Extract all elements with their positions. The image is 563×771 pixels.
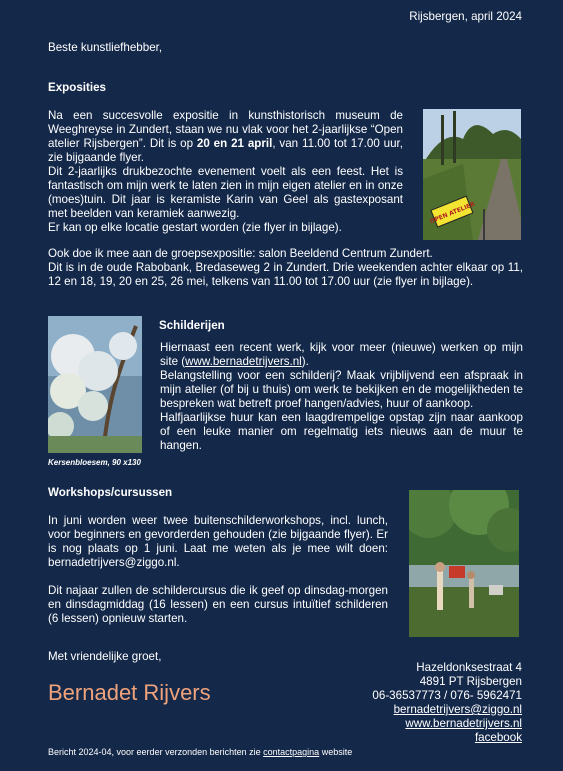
kersenbloesem-painting (48, 316, 142, 453)
schilderijen-paragraph-3: Halfjaarlijkse huur kan een laagdrempelige opstap zijn naar aankoop of een leuke manier om regelmatig iets nieuws aan de muur te hangen. (160, 411, 523, 452)
workshops-paragraph-2: Dit najaar zullen de schildercursus die ik geef op dinsdag-morgen en dinsdagmiddag (16 lessen) en een cursus intuïtief schilderen (6 lessen) opnieuw starten. (48, 584, 388, 625)
schilderijen-paragraph-1 (160, 341, 523, 369)
exposities-p1-tail: , van 11.00 tot 17.00 uur, zie bijgaande flyer. (48, 137, 404, 164)
section-heading-schilderijen: Schilderijen (159, 319, 225, 332)
open-atelier-sign-image (423, 109, 521, 240)
schilderijen-paragraph-2: Belangstelling voor een schilderij? Maak vrijblijvend een afspraak in mijn atelier (of bij u thuis) om werk te bekijken en de mogelijkheden te bespreken wat betreft proef hangen/advies, huur of aankoop. (160, 369, 523, 410)
contact-address-street: Hazeldonksestraat 4 (416, 661, 522, 674)
exposities-text (48, 109, 403, 235)
place-date: Rijsbergen, april 2024 (409, 10, 522, 23)
contact-website-link[interactable]: www.bernadetrijvers.nl (405, 717, 522, 730)
closing-greeting: Met vriendelijke groet, (48, 650, 162, 663)
exposities-dates: 20 en 21 april (196, 137, 273, 150)
exposities-paragraph-5: Dit is in de oude Rabobank, Bredaseweg 2 in Zundert. Drie weekenden achter elkaar op 11, 12 en 18, 19, 20 en 25, 26 mei, telkens van 11.00 tot 17.00 uur (zie flyer in bijlage). (48, 261, 523, 288)
contact-phone: 06-36537773 / 076- 5962471 (372, 689, 522, 702)
workshops-paragraph-1: In juni worden weer twee buitenschilderworkshops, incl. lunch, voor beginners en gevorderden gehouden (zie bijgaande flyer). Er is nog plaats op 1 juni. Laat me weten als je mee wilt doen: bernadetrijvers@ziggo.nl. (48, 514, 388, 569)
contact-address-city: 4891 PT Rijsbergen (419, 675, 522, 688)
footer-text: Bericht 2024-04, voor eerder verzonden berichten zie (48, 747, 264, 757)
exposities-paragraph-3: Er kan op elke locatie gestart worden (zie flyer in bijlage). (48, 221, 342, 234)
outdoor-workshop-image (409, 490, 519, 637)
footer-contactpagina-link[interactable]: contactpagina (263, 747, 320, 757)
schilderijen-p1-tail: ). (301, 355, 309, 368)
signature: Bernadet Rijvers (48, 680, 211, 705)
exposities-p1-text: Na een succesvolle expositie in kunsthistorisch museum de Weeghreyse in Zundert, staan we nu vlak voor het 2-jaarlijkse “Open atelier Rijsbergen”. Dit is op (48, 109, 403, 150)
exposities-paragraph-1 (48, 109, 403, 165)
schilderijen-text (160, 341, 523, 453)
contact-email-link[interactable]: bernadetrijvers@ziggo.nl (393, 703, 522, 716)
flyer-sign-text: OPEN ATELIER (428, 200, 476, 226)
painting-caption: Kersenbloesem, 90 x130 (48, 458, 141, 467)
greeting: Beste kunstliefhebber, (48, 41, 163, 54)
workshops-text (48, 514, 388, 626)
section-heading-exposities: Exposities (48, 81, 106, 94)
exposities-paragraph-2: Dit 2-jaarlijks drukbezochte evenement voelt als een feest. Het is fantastisch om mijn werk te laten zien in mijn eigen atelier en in onze (moes)tuin. Dit jaar is keramiste Karin van Geel als gastexposant met beelden van keramiek aanwezig. (48, 165, 403, 220)
outdoor-workshop-photo (409, 490, 519, 637)
exposities-paragraph-4: Ook doe ik mee aan de groepsexpositie: salon Beeldend Centrum Zundert. (48, 247, 433, 260)
kersenbloesem-image (48, 316, 142, 453)
footer-text-tail: website (319, 747, 353, 757)
website-link-inline[interactable]: www.bernadetrijvers.nl (185, 355, 302, 368)
schilderijen-p1-text: Hiernaast een recent werk, kijk voor meer (nieuwe) werken op mijn site ( (160, 341, 523, 368)
contact-block (372, 661, 522, 745)
exposities-group-text (48, 247, 523, 289)
section-heading-workshops: Workshops/cursussen (48, 486, 173, 499)
open-atelier-sign-photo (423, 109, 521, 240)
footer-note (48, 747, 352, 758)
contact-facebook-link[interactable]: facebook (474, 731, 522, 744)
